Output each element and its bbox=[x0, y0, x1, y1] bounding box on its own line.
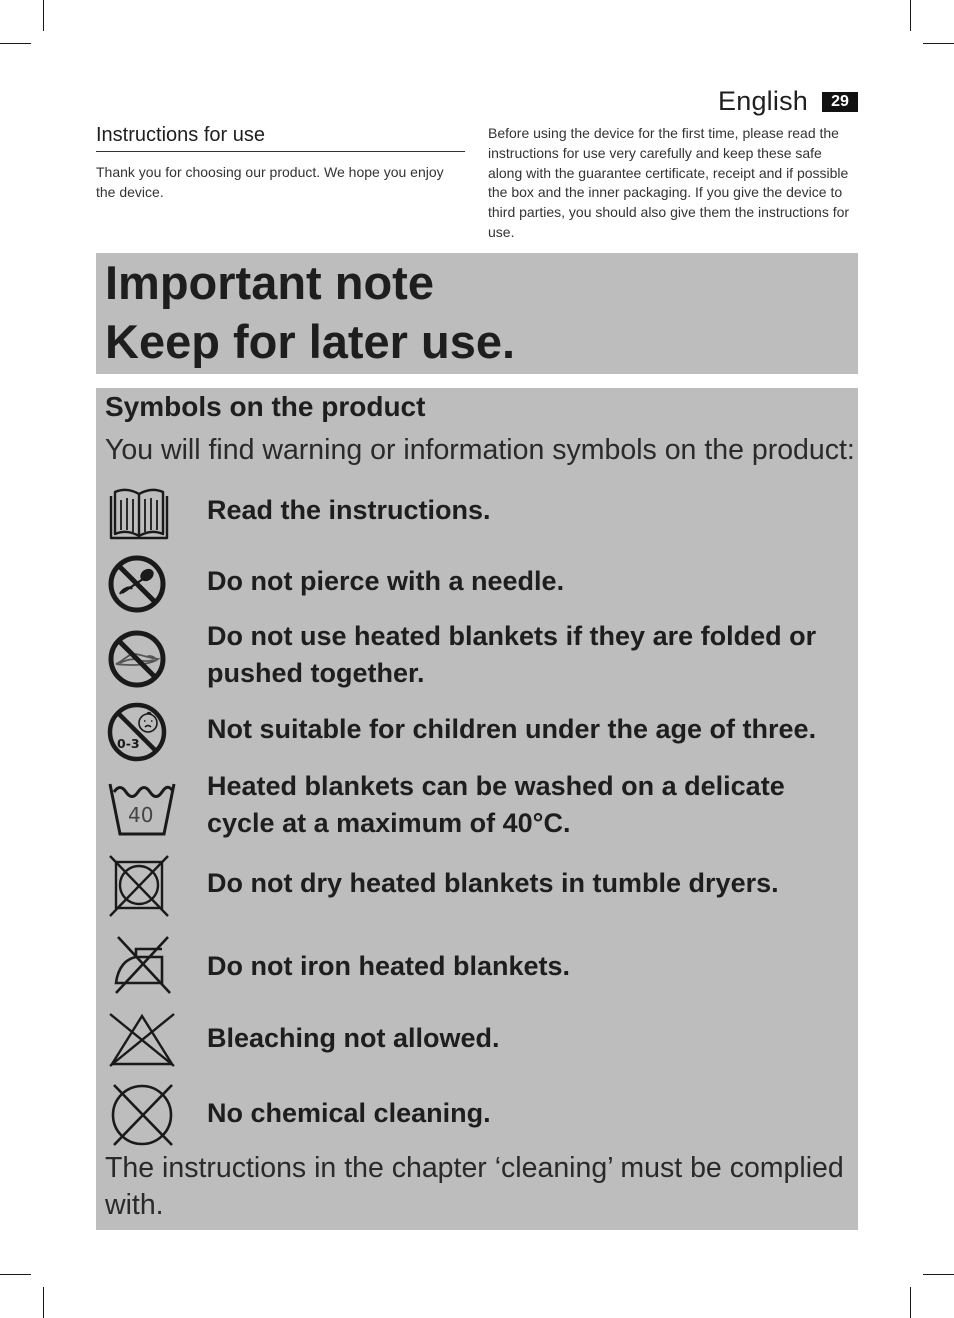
temperature-label: 40 bbox=[128, 803, 154, 827]
symbols-intro: You will find warning or information symbols on the product: bbox=[105, 434, 855, 466]
crop-mark bbox=[43, 0, 44, 31]
symbol-text: Do not iron heated blankets. bbox=[207, 951, 571, 981]
no-folded-blanket-icon bbox=[106, 628, 168, 690]
symbol-text: Do not dry heated blankets in tumble dryers. bbox=[207, 868, 779, 898]
page-header bbox=[718, 86, 858, 117]
crop-mark bbox=[910, 0, 911, 31]
symbols-title: Symbols on the product bbox=[105, 391, 426, 422]
no-children-icon bbox=[106, 701, 168, 763]
thanks-paragraph: Thank you for choosing our product. We hope you enjoy the device. bbox=[96, 164, 444, 200]
before-use-paragraph: Before using the device for the first time, please read the instructions for use very carefully and keep these safe along with the guarantee certificate, receipt and if possible the box and the inner packaging. If you give the device to third parties, you should also give them the instructions for use. bbox=[488, 125, 850, 240]
no-tumble-dry-icon bbox=[106, 854, 172, 918]
intro-right-column bbox=[488, 124, 856, 243]
language-label: English bbox=[718, 86, 808, 116]
symbol-text: Heated blankets can be washed on a delicate cycle at a maximum of 40°C. bbox=[207, 771, 785, 838]
wash-40-icon bbox=[106, 778, 176, 838]
no-bleach-icon bbox=[106, 1010, 178, 1068]
crop-mark bbox=[923, 1274, 954, 1275]
book-icon bbox=[106, 486, 172, 544]
no-dry-clean-icon bbox=[106, 1081, 176, 1149]
crop-mark bbox=[0, 43, 31, 44]
age-label: 0-3 bbox=[117, 736, 140, 751]
important-note-box bbox=[96, 253, 858, 374]
symbol-text: Do not pierce with a needle. bbox=[207, 566, 565, 596]
cleaning-chapter-note: The instructions in the chapter ‘cleaning’ must be complied with. bbox=[105, 1152, 844, 1221]
crop-mark bbox=[923, 43, 954, 44]
symbol-text: Do not use heated blankets if they are folded or pushed together. bbox=[207, 621, 817, 688]
important-note-heading: Important note bbox=[105, 256, 434, 309]
symbol-text: Bleaching not allowed. bbox=[207, 1023, 500, 1053]
section-title: Instructions for use bbox=[96, 124, 465, 152]
keep-for-later-heading: Keep for later use. bbox=[105, 315, 516, 368]
no-iron-icon bbox=[106, 933, 172, 997]
crop-mark bbox=[0, 1274, 31, 1275]
crop-mark bbox=[43, 1287, 44, 1318]
symbol-text: Not suitable for children under the age of three. bbox=[207, 714, 817, 744]
page-number: 29 bbox=[822, 92, 858, 112]
intro-left-column bbox=[96, 124, 465, 202]
crop-mark bbox=[910, 1287, 911, 1318]
symbol-text: No chemical cleaning. bbox=[207, 1098, 491, 1128]
symbol-text: Read the instructions. bbox=[207, 495, 491, 525]
no-needle-icon bbox=[106, 553, 168, 615]
symbols-section bbox=[96, 388, 858, 1230]
